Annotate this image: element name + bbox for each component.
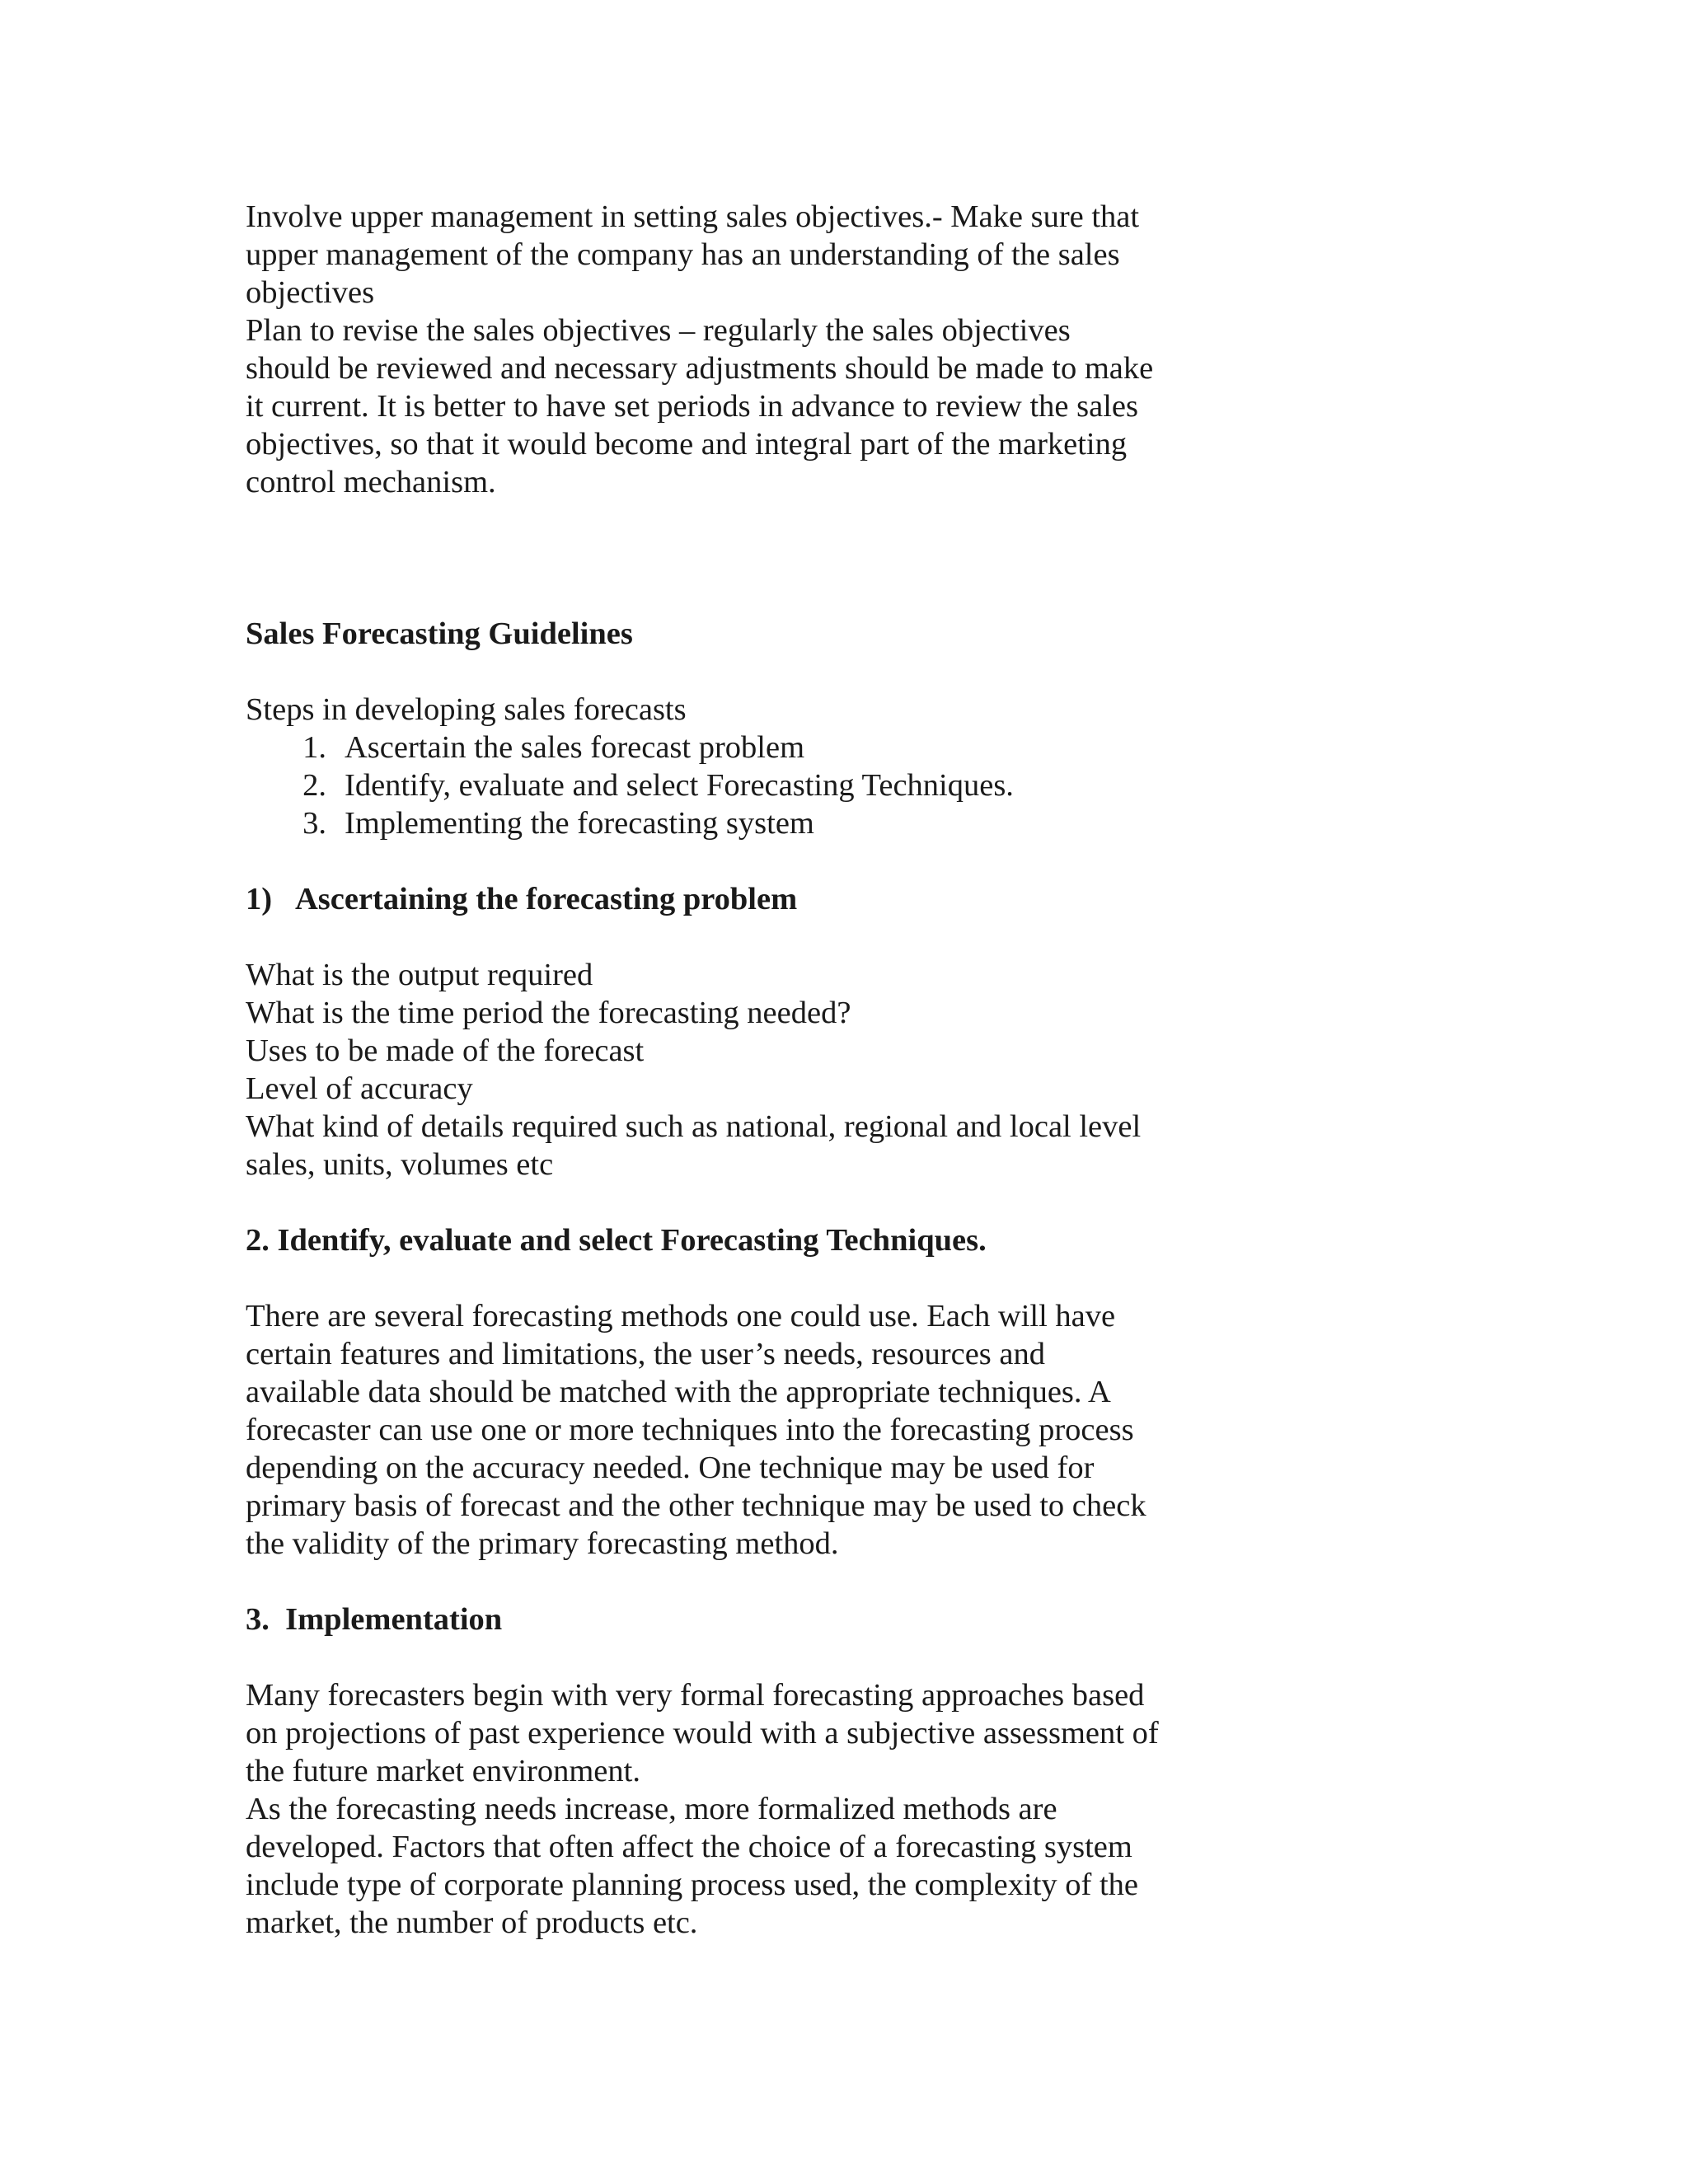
spacer [246, 501, 1218, 615]
steps-intro: Steps in developing sales forecasts [246, 692, 687, 727]
list-item-number: 1. [302, 730, 326, 765]
section-1-line: Level of accuracy [246, 1071, 473, 1106]
spacer [246, 918, 1218, 956]
intro-paragraph-2: Plan to revise the sales objectives – regularly the sales objectives should be reviewed and necessary adjustments should be made to make it current. It is better to have set periods in advance to review the sales objectives, so that it would become and integral part of the marketing control mechanism. [246, 313, 1154, 499]
section-2-heading: 2. Identify, evaluate and select Forecasting Techniques. [246, 1223, 987, 1258]
spacer [246, 1638, 1218, 1676]
spacer [246, 1563, 1218, 1601]
section-1-line: Uses to be made of the forecast [246, 1033, 645, 1068]
section-1-heading [246, 880, 1218, 918]
spacer [246, 653, 1218, 691]
list-item-text: Implementing the forecasting system [345, 806, 814, 841]
section-1-heading-text: Ascertaining the forecasting problem [295, 882, 798, 916]
list-item-text: Identify, evaluate and select Forecasting Techniques. [345, 768, 1014, 803]
list-item [246, 766, 1218, 804]
spacer [246, 1183, 1218, 1221]
section-1-line: What is the output required [246, 958, 593, 992]
section-3-heading: 3. Implementation [246, 1602, 503, 1637]
list-item [246, 804, 1218, 842]
section-title: Sales Forecasting Guidelines [246, 616, 633, 651]
section-1-line: What is the time period the forecasting needed? [246, 996, 851, 1030]
document-page [246, 198, 1218, 1942]
section-2-body: There are several forecasting methods one could use. Each will have certain features and limitations, the user’s needs, resources and available data should be matched with the appropriate techniques. A forecaster can use one or more techniques into the forecasting process depending on the accuracy needed. One technique may be used for primary basis of forecast and the other technique may be used to check the validity of the primary forecasting method. [246, 1299, 1146, 1561]
section-1-number: 1) [246, 882, 273, 916]
section-1-line: What kind of details required such as national, regional and local level sales, units, volumes etc [246, 1109, 1142, 1182]
list-item-number: 2. [302, 768, 326, 803]
spacer [246, 1259, 1218, 1297]
section-1-lines [246, 956, 1218, 1183]
list-item-text: Ascertain the sales forecast problem [345, 730, 805, 765]
section-3-paragraph-1: Many forecasters begin with very formal forecasting approaches based on projections of past experience would with a subjective assessment of the future market environment. [246, 1678, 1159, 1788]
list-item [246, 729, 1218, 766]
intro-paragraph-1: Involve upper management in setting sales objectives.- Make sure that upper management of the company has an understanding of the sales objectives [246, 199, 1140, 310]
spacer [246, 842, 1218, 880]
steps-list [246, 729, 1218, 842]
list-item-number: 3. [302, 806, 326, 841]
section-3-paragraph-2: As the forecasting needs increase, more formalized methods are developed. Factors that often affect the choice of a forecasting system include type of corporate planning process used, the complexity of the market, the number of products etc. [246, 1792, 1139, 1940]
